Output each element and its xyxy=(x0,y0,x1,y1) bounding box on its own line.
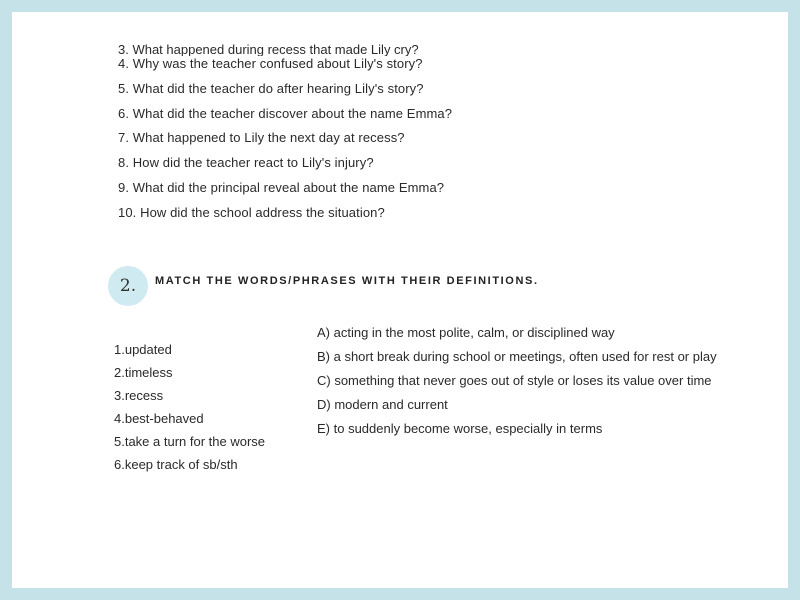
word-item: 2.timeless xyxy=(114,365,173,380)
section-number: 2. xyxy=(119,276,137,296)
definition-item: E) to suddenly become worse, especially in terms xyxy=(317,421,603,436)
question-item: 10. How did the school address the situation? xyxy=(118,204,385,220)
worksheet-page xyxy=(12,12,788,588)
definition-item: C) something that never goes out of style or loses its value over time xyxy=(317,373,712,388)
definition-item: D) modern and current xyxy=(317,397,448,412)
question-3-clipped xyxy=(12,12,788,56)
word-item: 3.recess xyxy=(114,388,164,403)
definition-item: A) acting in the most polite, calm, or disciplined way xyxy=(317,325,615,340)
question-item: 8. How did the teacher react to Lily's injury? xyxy=(118,155,374,171)
definition-list xyxy=(317,321,717,477)
word-item: 6.keep track of sb/sth xyxy=(114,457,238,472)
definition-item: B) a short break during school or meetings, often used for rest or play xyxy=(317,349,717,364)
question-item: 9. What did the principal reveal about the name Emma? xyxy=(118,179,445,195)
question-list xyxy=(118,52,452,226)
section-title: MATCH THE WORDS/PHRASES WITH THEIR DEFINITIONS. xyxy=(155,275,539,287)
question-item: 4. Why was the teacher confused about Lily's story? xyxy=(118,56,423,71)
question-item: 3. What happened during recess that made Lily cry? xyxy=(118,42,419,56)
word-item: 4.best-behaved xyxy=(114,411,204,426)
section-number-badge xyxy=(108,266,148,306)
word-item: 1.updated xyxy=(114,342,172,357)
question-item: 5. What did the teacher do after hearing Lily's story? xyxy=(118,80,424,96)
word-item: 5.take a turn for the worse xyxy=(114,434,266,449)
question-item: 6. What did the teacher discover about the name Emma? xyxy=(118,105,453,121)
word-list xyxy=(114,338,265,476)
question-item: 7. What happened to Lily the next day at recess? xyxy=(118,130,405,146)
